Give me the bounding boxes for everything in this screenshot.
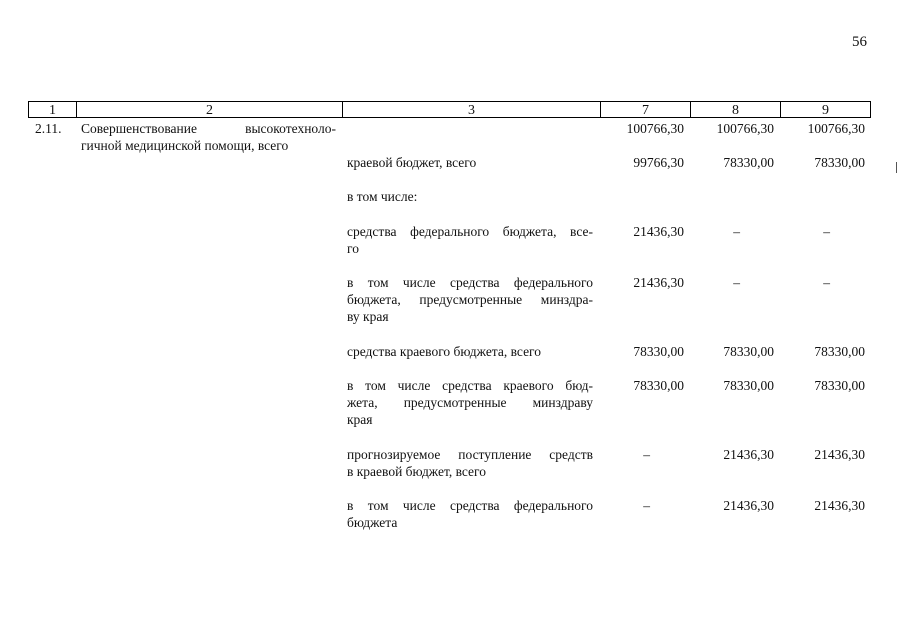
item-value-col-8: – <box>733 275 740 290</box>
item-value-col-8: 21436,30 <box>723 447 774 462</box>
item-line: бюджета <box>347 515 398 530</box>
item-line: в том числе: <box>347 189 418 204</box>
item-value-col-7: 78330,00 <box>633 344 684 359</box>
item-value-col-8: 78330,00 <box>723 344 774 359</box>
item-value-col-9: 21436,30 <box>814 498 865 513</box>
item-line: средства краевого бюджета, всего <box>347 344 542 359</box>
item-line: го <box>347 241 359 256</box>
item-line: прогнозируемое поступление средств <box>347 447 593 462</box>
item-value-col-9: 78330,00 <box>814 344 865 359</box>
item-line: края <box>347 412 373 427</box>
item-line: жета, предусмотренные минздраву <box>347 395 593 410</box>
item-line: средства федерального бюджета, все- <box>347 224 593 239</box>
item-value-col-7: – <box>643 447 650 462</box>
item-value-col-7: 99766,30 <box>633 155 684 170</box>
item-value-col-7: 21436,30 <box>633 224 684 239</box>
header-col-9: 9 <box>780 101 871 118</box>
header-col-7: 7 <box>600 101 690 118</box>
item-value-col-7: 21436,30 <box>633 275 684 290</box>
item-value-col-9: 78330,00 <box>814 378 865 393</box>
item-value-col-9: 21436,30 <box>814 447 865 462</box>
item-value-col-7: – <box>643 498 650 513</box>
header-col-2: 2 <box>76 101 342 118</box>
item-line: в краевой бюджет, всего <box>347 464 486 479</box>
item-value-col-9: 78330,00 <box>814 155 865 170</box>
header-col-8: 8 <box>690 101 780 118</box>
page-number: 56 <box>852 34 867 50</box>
margin-mark <box>896 162 897 173</box>
item-value-col-9: – <box>823 275 830 290</box>
header-col-3: 3 <box>342 101 600 118</box>
total-col-8: 100766,30 <box>716 121 774 136</box>
item-line: бюджета, предусмотренные минздра- <box>347 292 593 307</box>
header-col-1: 1 <box>28 101 76 118</box>
item-value-col-7: 78330,00 <box>633 378 684 393</box>
item-line: в том числе средства краевого бюд- <box>347 378 593 393</box>
item-line: ву края <box>347 309 389 324</box>
item-value-col-8: 78330,00 <box>723 378 774 393</box>
item-line: краевой бюджет, всего <box>347 155 477 170</box>
item-value-col-8: 78330,00 <box>723 155 774 170</box>
row-number: 2.11. <box>35 121 62 136</box>
row-title-line2: гичной медицинской помощи, всего <box>81 138 289 153</box>
item-value-col-8: – <box>733 224 740 239</box>
item-value-col-8: 21436,30 <box>723 498 774 513</box>
item-value-col-9: – <box>823 224 830 239</box>
item-line: в том числе средства федерального <box>347 275 593 290</box>
total-col-7: 100766,30 <box>626 121 684 136</box>
row-title-line1: Совершенствование высокотехноло- <box>81 121 336 136</box>
total-col-9: 100766,30 <box>807 121 865 136</box>
item-line: в том числе средства федерального <box>347 498 593 513</box>
